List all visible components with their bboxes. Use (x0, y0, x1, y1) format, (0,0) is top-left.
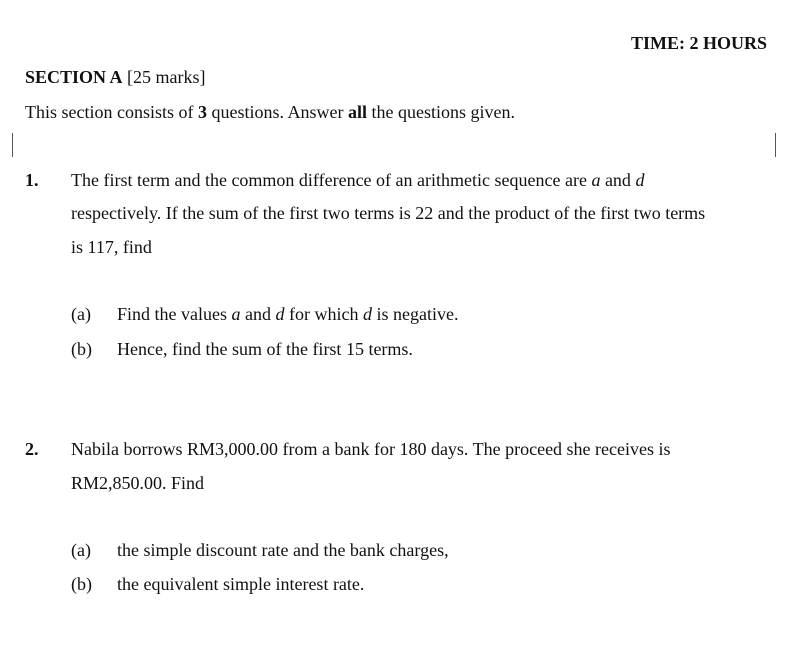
question-2-line-2: RM2,850.00. Find (71, 473, 205, 493)
q1-var-d: d (635, 170, 645, 190)
question-2-part-b-label: (b) (71, 574, 92, 594)
right-margin-line (775, 133, 776, 157)
q1a-var-a: a (231, 304, 241, 324)
question-1-part-b-text: Hence, find the sum of the first 15 terms. (117, 339, 413, 359)
instruction-text-2: questions. Answer (207, 102, 348, 122)
instruction-all: all (348, 102, 368, 122)
section-marks: [25 marks] (122, 67, 206, 87)
question-1-line-2: respectively. If the sum of the first two terms is 22 and the product of the first two terms (71, 203, 706, 223)
question-1-line-1 (71, 171, 644, 189)
instruction-count: 3 (198, 102, 207, 122)
instruction-text-3: the questions given. (367, 102, 515, 122)
q1a-text-and: and (240, 304, 276, 324)
q1a-text-1: Find the values (117, 304, 232, 324)
section-title: SECTION A (25, 67, 123, 87)
q1a-text-3: is negative. (371, 304, 459, 324)
question-1-number: 1. (25, 170, 39, 190)
question-1-line-3: is 117, find (71, 237, 152, 257)
instruction-text-1: This section consists of (25, 102, 198, 122)
question-1-part-a-label: (a) (71, 304, 91, 324)
q1a-text-2: for which (284, 304, 363, 324)
time-allowed: TIME: 2 HOURS (630, 33, 767, 53)
section-heading (25, 68, 206, 86)
question-2-number: 2. (25, 439, 39, 459)
q1-var-a: a (591, 170, 601, 190)
question-2-part-a-text: the simple discount rate and the bank charges, (117, 540, 449, 560)
question-2-line-1: Nabila borrows RM3,000.00 from a bank for 180 days. The proceed she receives is (71, 439, 671, 459)
q1-line1-text: The first term and the common difference of an arithmetic sequence are (71, 170, 592, 190)
q1-line1-and: and (600, 170, 636, 190)
question-2-part-a-label: (a) (71, 540, 91, 560)
question-1-part-b-label: (b) (71, 339, 92, 359)
question-1-part-a-text (117, 305, 458, 323)
left-margin-line (12, 133, 13, 157)
question-2-part-b-text: the equivalent simple interest rate. (117, 574, 365, 594)
q1a-var-d: d (275, 304, 285, 324)
q1a-var-d2: d (362, 304, 372, 324)
section-instruction (25, 103, 515, 121)
